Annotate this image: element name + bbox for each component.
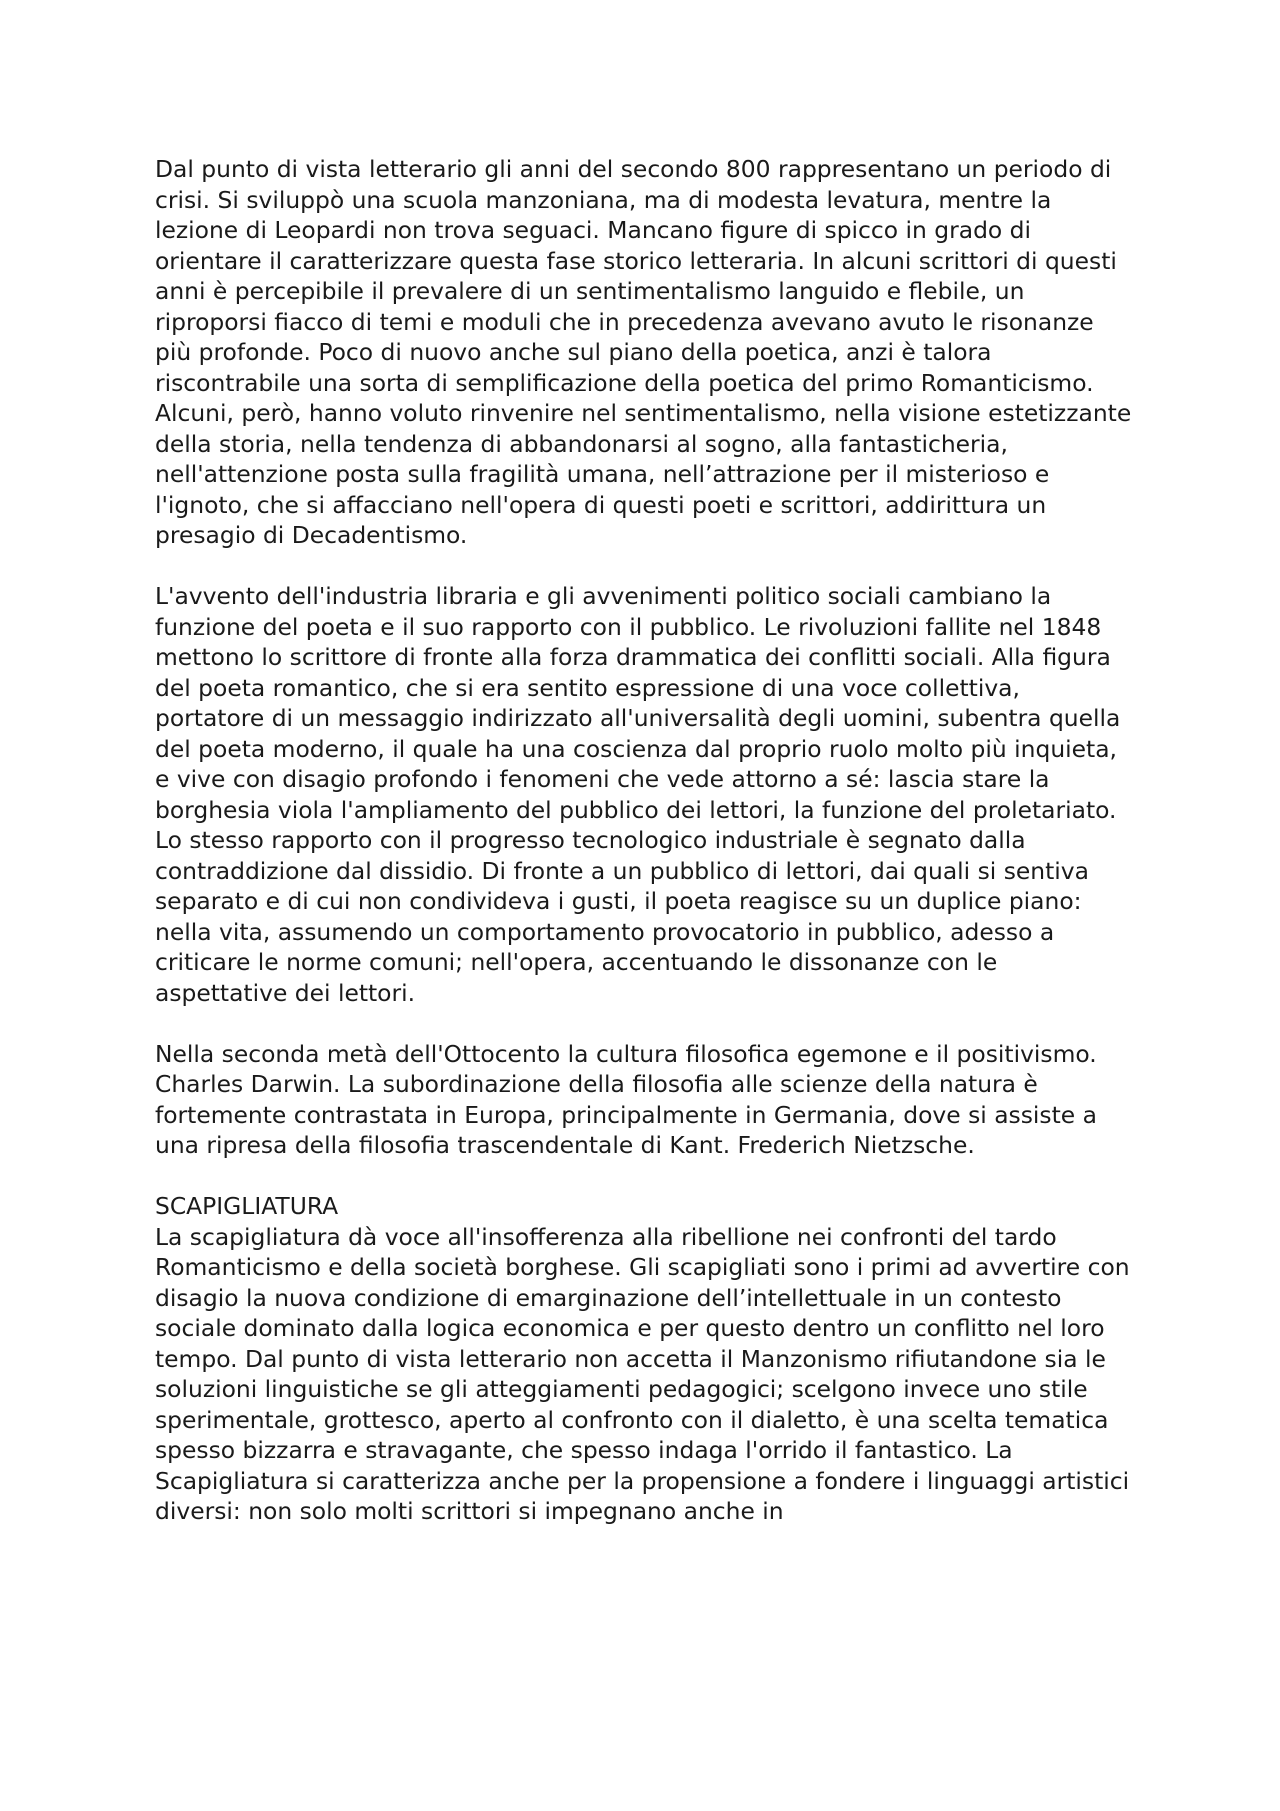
section-heading-scapigliatura: SCAPIGLIATURA [155,1192,339,1220]
document-body [155,154,1135,1527]
paragraph-scapigliatura: La scapigliatura dà voce all'insofferenza alla ribellione nei confronti del tardo Romanticismo e della società borghese. Gli scapigliati sono i primi ad avvertire con disagio la nuova condizione di emarginazione dell’intellettuale in un contesto sociale dominato dalla logica economica e per questo dentro un conflitto nel loro tempo. Dal punto di vista letterario non accetta il Manzonismo rifiutandone sia le soluzioni linguistiche se gli atteggiamenti pedagogici; scelgono invece uno stile sperimentale, grottesco, aperto al confronto con il dialetto, è una scelta tematica spesso bizzarra e stravagante, che spesso indaga l'orrido il fantastico. La Scapigliatura si caratterizza anche per la propensione a fondere i linguaggi artistici diversi: non solo molti scrittori si impegnano anche in [155,1222,1130,1525]
paragraph-intro: Dal punto di vista letterario gli anni del secondo 800 rappresentano un periodo di crisi. Si sviluppò una scuola manzoniana, ma di modesta levatura, mentre la lezione di Leopardi non trova seguaci. Mancano figure di spicco in grado di orientare il caratterizzare questa fase storico letteraria. In alcuni scrittori di questi anni è percepibile il prevalere di un sentimentalismo languido e flebile, un riproporsi fiacco di temi e moduli che in precedenza avevano avuto le risonanze più profonde. Poco di nuovo anche sul piano della poetica, anzi è talora riscontrabile una sorta di semplificazione della poetica del primo Romanticismo. Alcuni, però, hanno voluto rinvenire nel sentimentalismo, nella visione estetizzante della storia, nella tendenza di abbandonarsi al sogno, alla fantasticheria, nell'attenzione posta sulla fragilità umana, nell’attrazione per il misterioso e l'ignoto, che si affacciano nell'opera di questi poeti e scrittori, addirittura un presagio di Decadentismo. [155,155,1132,549]
paragraph-industria-libraria: L'avvento dell'industria libraria e gli avvenimenti politico sociali cambiano la funzione del poeta e il suo rapporto con il pubblico. Le rivoluzioni fallite nel 1848 mettono lo scrittore di fronte alla forza drammatica dei conflitti sociali. Alla figura del poeta romantico, che si era sentito espressione di una voce collettiva, portatore di un messaggio indirizzato all'universalità degli uomini, subentra quella del poeta moderno, il quale ha una coscienza dal proprio ruolo molto più inquieta, e vive con disagio profondo i fenomeni che vede attorno a sé: lascia stare la borghesia viola l'ampliamento del pubblico dei lettori, la funzione del proletariato. Lo stesso rapporto con il progresso tecnologico industriale è segnato dalla contraddizione dal dissidio. Di fronte a un pubblico di lettori, dai quali si sentiva separato e di cui non condivideva i gusti, il poeta reagisce su un duplice piano: nella vita, assumendo un comportamento provocatorio in pubblico, adesso a criticare le norme comuni; nell'opera, accentuando le dissonanze con le aspettative dei lettori. [155,582,1121,1007]
paragraph-positivismo: Nella seconda metà dell'Ottocento la cultura filosofica egemone e il positivismo. Charles Darwin. La subordinazione della filosofia alle scienze della natura è fortemente contrastata in Europa, principalmente in Germania, dove si assiste a una ripresa della filosofia trascendentale di Kant. Frederich Nietzsche. [155,1039,1097,1159]
